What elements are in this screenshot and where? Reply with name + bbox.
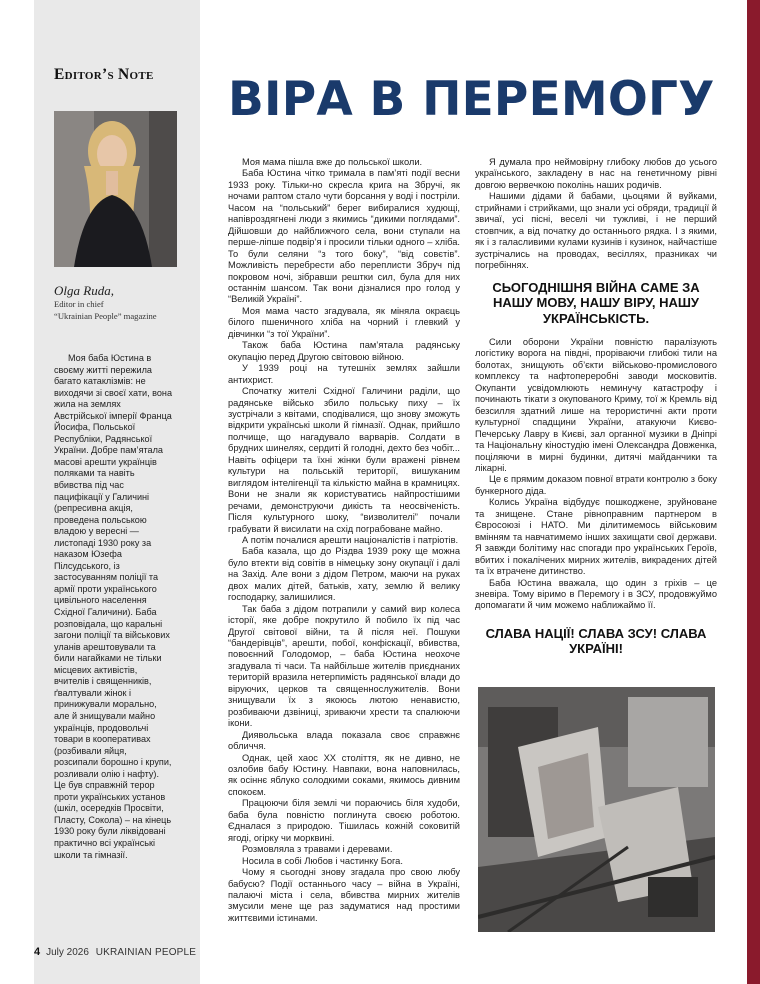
ruined-interior-photo [478, 687, 715, 932]
editors-note-eyebrow: Editor’s Note [54, 66, 154, 83]
paragraph: Спочатку жителі Східної Галичини раділи, що радянське військо збило польську пиху – їх зустрічали з квітами, сподівалися, що знову зможуть відкрити українські школи й гімназії. Однак, прийшло полчище, що нагадувало варварів. Солдати в брудних шинелях, сердиті й голодні, дехто без чобіт... Навіть офіцери та їхні жінки були вражені рівнем культури на польській території, вишуканим виглядом інтелігенції та кількістю майна в крамницях. Вони не знали як користуватись найпростішими речами, демонструючи дикість та неосвіченість. Після культурного шоку, “визволителі” почали грабувати й висилати на схід пограбоване майно. [228, 386, 460, 534]
paragraph: Моя мама пішла вже до польської школи. [242, 157, 423, 167]
paragraph: Сили оборони України повністю паралізують логістику ворога на півдні, проріваючи глибокі тили на болотах, знищують об’єкти військово-промислового комплексу та нафтопереробні заводи московитів. Окупанти усвідомлюють неминучу катастрофу і починають тікати з окупованого Криму, тої ж Кремль від безсилля здатний лише на терористичні акти проти культурної спадщини України, атакуючи Києво-Печерську Лавру в Києві, зал органної музики в Дніпрі та Національну кіностудію імені Олександра Довженка, поціляючи в мирні будинки, дитячі майданчики та лікарні. [475, 337, 717, 474]
author-role [54, 299, 194, 322]
paragraph: Колись Україна відбудує пошкоджене, зруйноване та знищене. Стане рівноправним партнером в Євросоюзі і НАТО. Ми ділитимемось військовим вмінням та навчатимемо інших захищати свої держави. Я завжди болітиму нас спогади про українських Героїв, вбитих і покалічених мирних жителів, викрадених дітей та їх втрачене дитинство. [475, 497, 717, 577]
sidebar-paragraph: Моя баба Юстина в своєму житті пережила багато катаклізмів: не виходячи зі своєї хати, вона жила на землях Австрійської імперії Франца Йосифа, Польської Республіки, Радянської України. Добре пам’ятала масові арешти українців поляками та навіть вбивства під час пацифікації у Галичині (репресивна акція, проведена польською владою у вересні — листопаді 1930 року за наказом Юзефа Пілсудського, із застосуванням поліції та армії проти українського цивільного населення Східної Галичини). Баба розповідала, що каральні загони поліції та військових уланів арештовували та били нагайками не тільки місцевих активістів, вчителів і священників, ґвалтували жінок і принижували морально, але й знищували майно українців, продовольчі товари в кооперативах (розбивали яйця, розсипали борошно і крупи, розливали олію і нафту). Це був справжній терор проти українських установ (шкіл, осередків Просвіти, Пласту, Сокола) – на кінець 1930 року були ліквідовані практично всі українські школи та гімназії. [54, 353, 172, 860]
article-column-middle [228, 157, 460, 924]
paragraph: Баба Юстина вважала, що один з гріхів – це зневіра. Тому віримо в Перемогу і в ЗСУ, продовжуймо допомагати й чим можемо наближаймо її. [475, 577, 717, 611]
page-number: 4 [34, 946, 41, 958]
paragraph: Чому я сьогодні знову згадала про свою любу бабусю? Події останнього часу – війна в Україні, палаючі міста і села, вбивства мирних жителів змусили мене ще раз задуматися над простими життєвими істинами. [228, 867, 460, 923]
paragraph: Однак, цей хаос ХХ століття, як не дивно, не озлобив бабу Юстину. Навпаки, вона наповнилась, як осіннє яблуко солодкими соками, якимось дивним спокоєм. [228, 752, 460, 797]
accent-bar [747, 0, 760, 984]
paragraph: Також баба Юстина пам’ятала радянську окупацію перед Другою світовою війною. [228, 340, 460, 362]
sidebar-body [54, 353, 172, 861]
author-name: Olga Ruda, [54, 283, 114, 298]
paragraph: Працюючи біля землі чи пораючись біля худоби, баба була повністю поглинута своєю роботою. Єдналася з природою. Тішилась кожній соковитій ягоді, огірку чи морквині. [228, 798, 460, 843]
author-photo [54, 111, 177, 267]
author-role-line: “Ukrainian People” magazine [54, 310, 157, 321]
magazine-name: UKRAINIAN PEOPLE [95, 947, 197, 958]
paragraph: Це є прямим доказом повної втрати контролю з боку бункерного діда. [475, 474, 717, 496]
pull-quote-subhead: СЬОГОДНІШНЯ ВІЙНА САМЕ ЗА НАШУ МОВУ, НАШУ ВІРУ, НАШУ УКРАЇНСЬКІСТЬ. [492, 279, 700, 326]
article-headline: ВІРА В ПЕРЕМОГУ [228, 72, 715, 127]
paragraph: Я думала про неймовірну глибоку любов до усього українського, закладену в нас на генетичному рівні довгою вервечкою поколінь наших родичів. [475, 157, 717, 190]
paragraph: Баба Юстина чітко тримала в пам’яті події весни 1933 року. Тільки-но скресла крига на Збручі, як ночами раптом стало чути борсання у воді і постріли. Часом на “польський” берег вибиралися худющі, напівроздягнені люди з якимись “дикими поглядами”. Дійшовши до найближчого села, вони ступали на перше-ліпше подвір’я і просили тільки одного – хліба. То були селяни “з того боку”, “від совєтів”. Можливість перебрести або переплисти Збруч під покровом ночі, зібравши рештки сил, була для них останнім шансом. Так вони дізналися про голод у “Великій Україні”. [228, 168, 461, 305]
paragraph: А потім почалися арешти націоналістів і патріотів. [242, 534, 459, 545]
author-role-line: Editor in chief [54, 299, 104, 309]
page-footer [34, 946, 196, 958]
paragraph: У 1939 році на тутешніх землях зайшли антихрист. [228, 363, 460, 385]
article-column-right [475, 157, 717, 657]
paragraph: Баба казала, що до Різдва 1939 року ще можна було втекти від совітів в німецьку зону окупації і далі на Захід. Але вони з дідом Петром, маючи на руках двох малих дітей, батьків, хату, землю й велику господарку, залишилися. [228, 546, 460, 603]
paragraph: Носила в собі Любов і частинку Бога. [242, 855, 403, 866]
paragraph: Так баба з дідом потрапили у самий вир колеса історії, яке добре покрутило й побило їх під час Другої світової війни, та й після неї. Пошуки “бандерівців”, арешти, побої, конфіскації, вбивства, повоєнний Голодомор, – баба Юстина неохоче згадувала ті часи. Та найбільше жителів приєднаних територій вразила нетерпимість радянської влади до віруючих, церков та священнослужителів. Вони знищували їх з якоюсь лютою ненавистю, розбиваючи дзвіниці, зриваючи хрести та спалюючи ікони. [228, 603, 460, 729]
paragraph: Нашими дідами й бабами, цьоцями й вуйками, стрийнами і стрийками, що знали усі обряди, традиції й звичаї, усі пісні, веселі чи тужливі, і не перший стовпчик, а від початку до останнього рядка. І з якими, як і з галасливими кулами кузинів і кузинок, найчастіше зустрічались на проводах, весіллях, празниках чи погребіннях. [475, 191, 717, 271]
paragraph: Диявольська влада показала своє справжнє обличчя. [228, 729, 460, 752]
paragraph: Моя мама часто згадувала, як міняла окраєць білого пшеничного хліба на чорний і глевкий у дівчинки “з тої України”. [228, 305, 460, 339]
slogan: СЛАВА НАЦІЇ! СЛАВА ЗСУ! СЛАВА УКРАЇНІ! [485, 625, 707, 657]
issue-date: July 2026 [46, 947, 89, 958]
paragraph: Розмовляла з травами і деревами. [242, 844, 393, 855]
